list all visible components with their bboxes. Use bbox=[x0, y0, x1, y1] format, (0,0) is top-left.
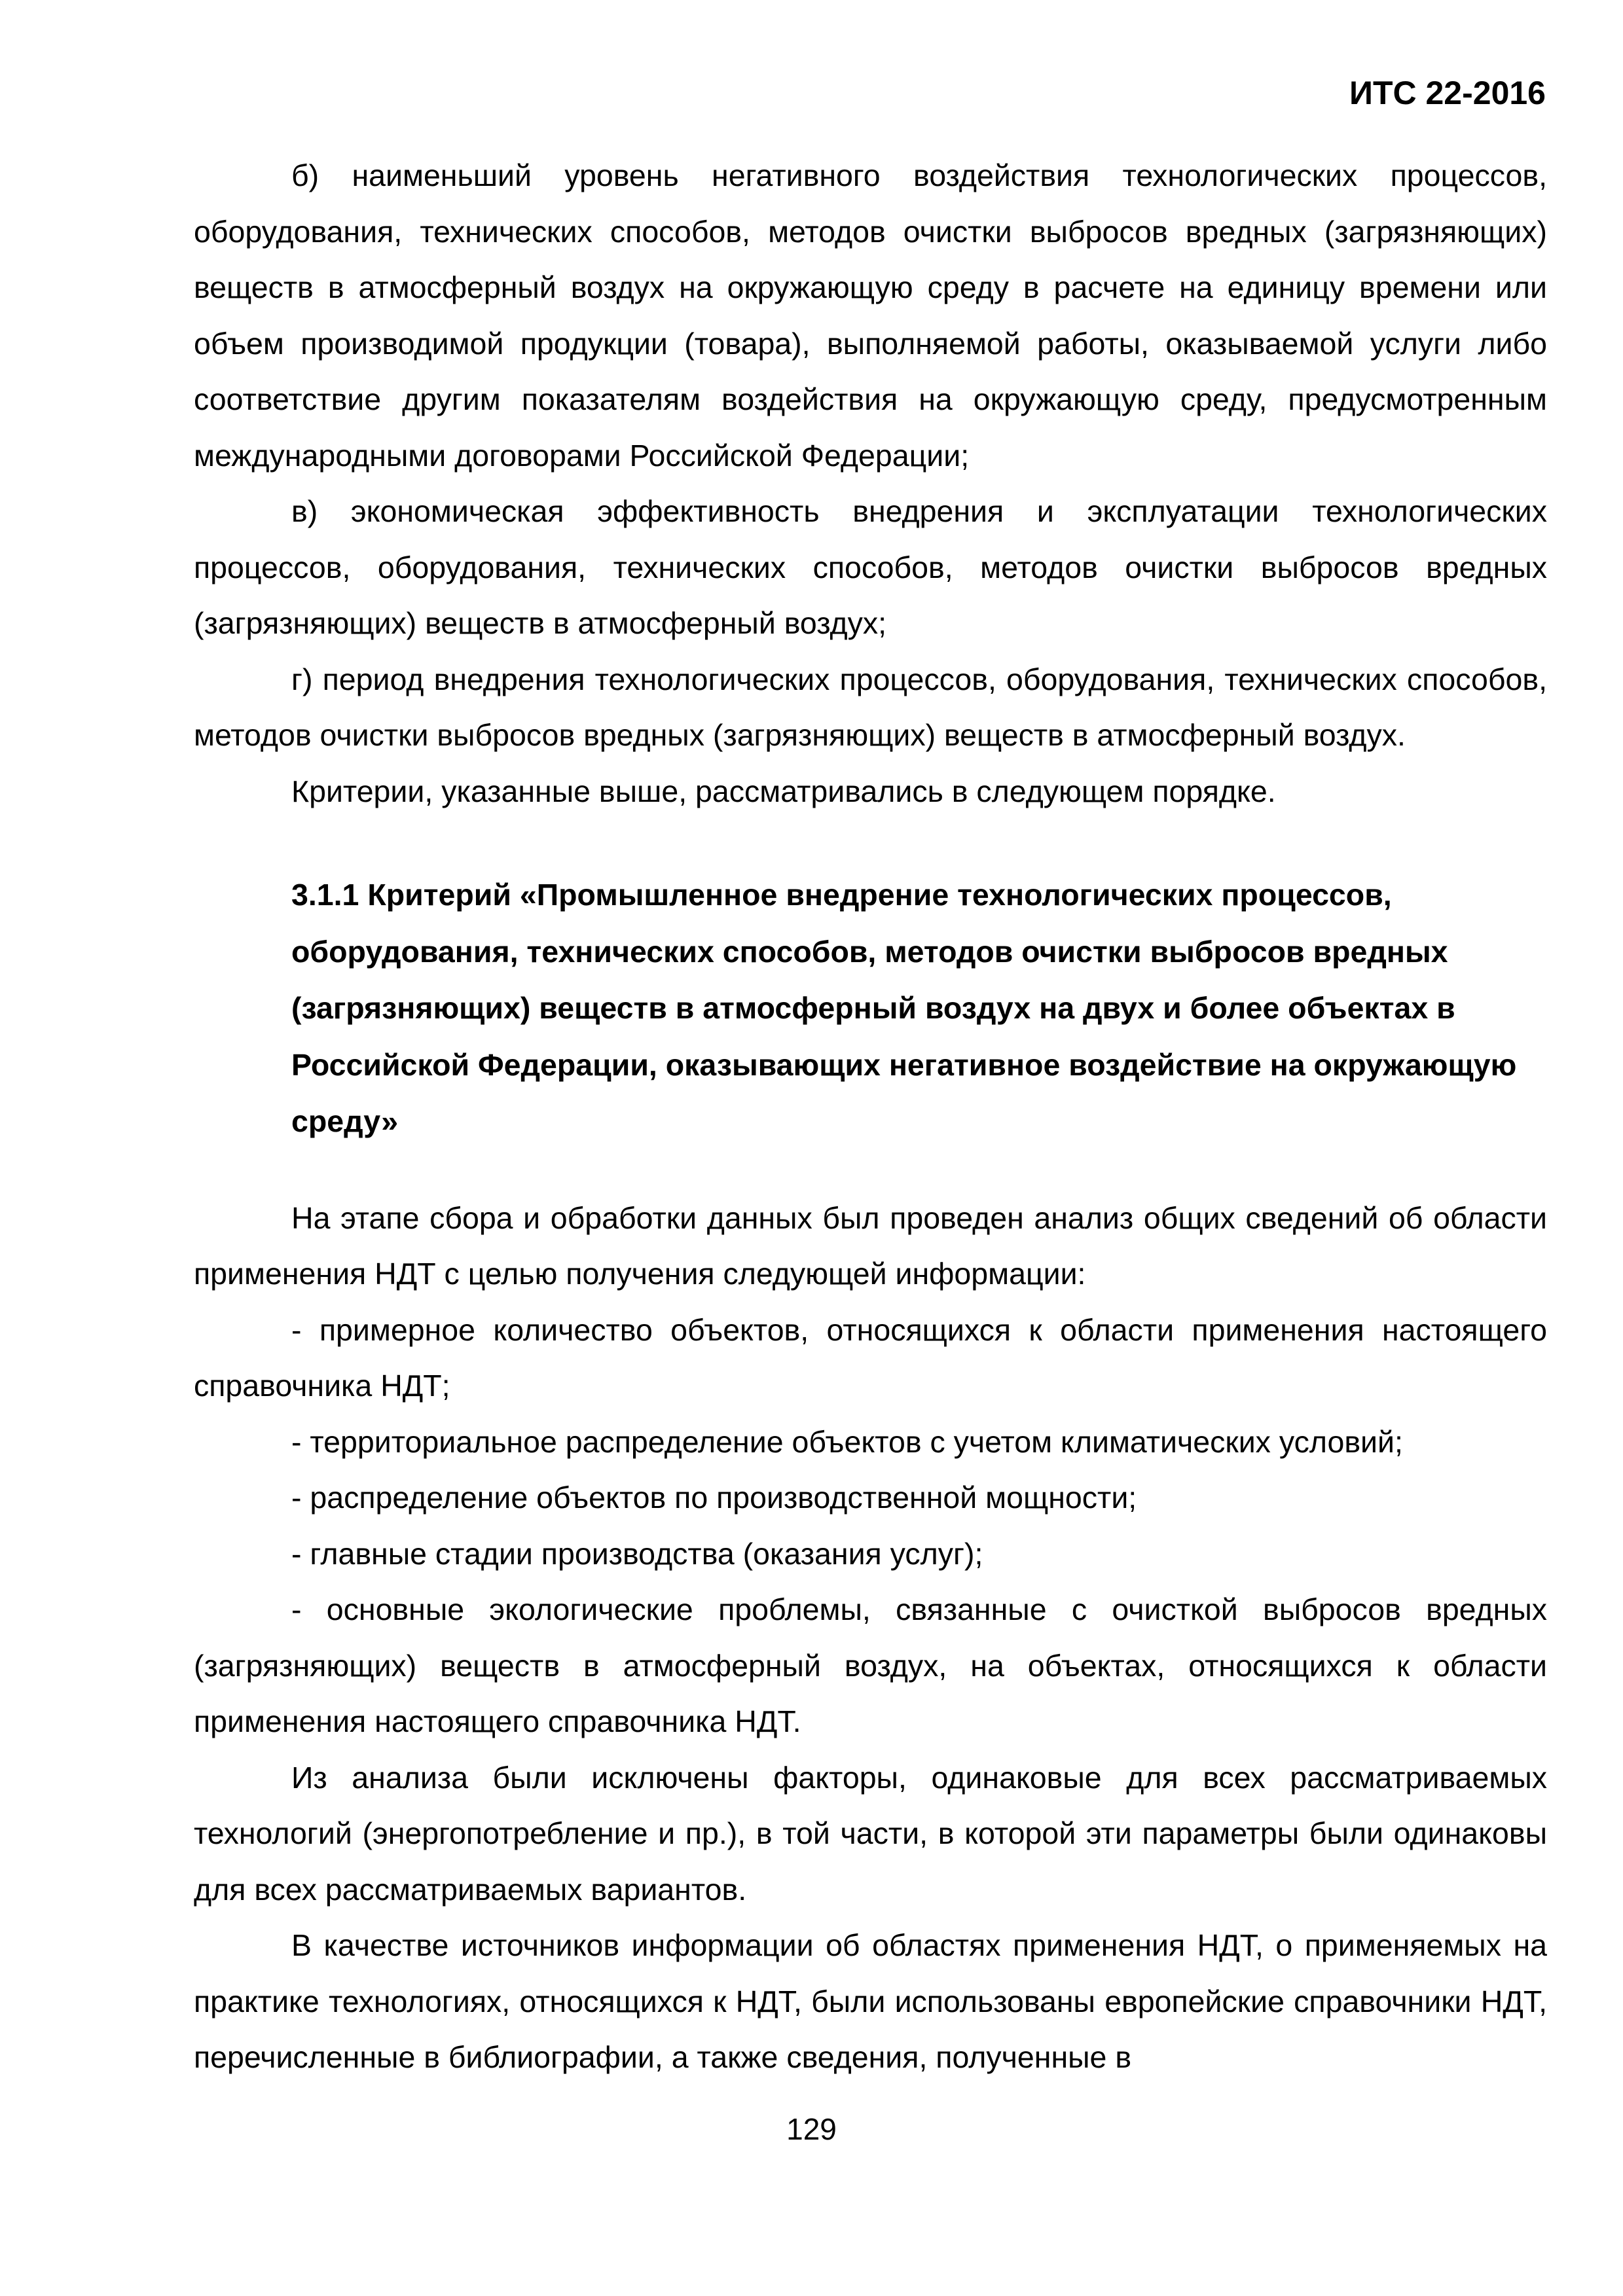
paragraph-item-b: б) наименьший уровень негативного воздействия технологических процессов, оборудования, технических способов, методов очистки выбросов вредных (загрязняющих) веществ в атмосферный воздух на окружающую среду в расчете на единицу времени или объем производимой продукции (товара), выполняемой работы, оказываемой услуги либо соответствие другим показателям воздействия на окружающую среду, предусмотренным международными договорами Российской Федерации; bbox=[194, 158, 1547, 473]
paragraph-data-analysis: На этапе сбора и обработки данных был проведен анализ общих сведений об области применения НДТ с целью получения следующей информации: bbox=[194, 1200, 1547, 1291]
list-item-capacity-distribution: - распределение объектов по производственной мощности; bbox=[291, 1480, 1137, 1515]
page-body bbox=[194, 148, 1547, 2086]
paragraph-information-sources: В качестве источников информации об областях применения НДТ, о применяемых на практике технологиях, относящихся к НДТ, были использованы европейские справочники НДТ, перечисленные в библиографии, а также сведения, полученные в bbox=[194, 1928, 1547, 2074]
list-item-production-stages: - главные стадии производства (оказания услуг); bbox=[291, 1536, 983, 1571]
paragraph-criteria-order: Критерии, указанные выше, рассматривались в следующем порядке. bbox=[291, 774, 1276, 808]
paragraph-excluded-factors: Из анализа были исключены факторы, одинаковые для всех рассматриваемых технологий (энергопотребление и пр.), в той части, в которой эти параметры были одинаковы для всех рассматриваемых вариантов. bbox=[194, 1760, 1547, 1907]
document-code-header: ИТС 22-2016 bbox=[1349, 75, 1546, 111]
list-item-territorial-distribution: - территориальное распределение объектов с учетом климатических условий; bbox=[291, 1424, 1403, 1459]
list-item-object-count: - примерное количество объектов, относящихся к области применения настоящего справочника НДТ; bbox=[194, 1312, 1547, 1403]
list-item-environmental-problems: - основные экологические проблемы, связанные с очисткой выбросов вредных (загрязняющих) веществ в атмосферный воздух, на объектах, относящихся к области применения настоящего справочника НДТ. bbox=[194, 1592, 1547, 1738]
paragraph-item-v: в) экономическая эффективность внедрения и эксплуатации технологических процессов, оборудования, технических способов, методов очистки выбросов вредных (загрязняющих) веществ в атмосферный воздух; bbox=[194, 494, 1547, 640]
paragraph-item-g: г) период внедрения технологических процессов, оборудования, технических способов, методов очистки выбросов вредных (загрязняющих) веществ в атмосферный воздух. bbox=[194, 662, 1547, 752]
section-heading-3-1-1: 3.1.1 Критерий «Промышленное внедрение технологических процессов, оборудования, технических способов, методов очистки выбросов вредных (загрязняющих) веществ в атмосферный воздух на двух и более объектах в Российской Федерации, оказывающих негативное воздействие на окружающую среду» bbox=[291, 878, 1517, 1138]
page-number: 129 bbox=[786, 2112, 837, 2146]
